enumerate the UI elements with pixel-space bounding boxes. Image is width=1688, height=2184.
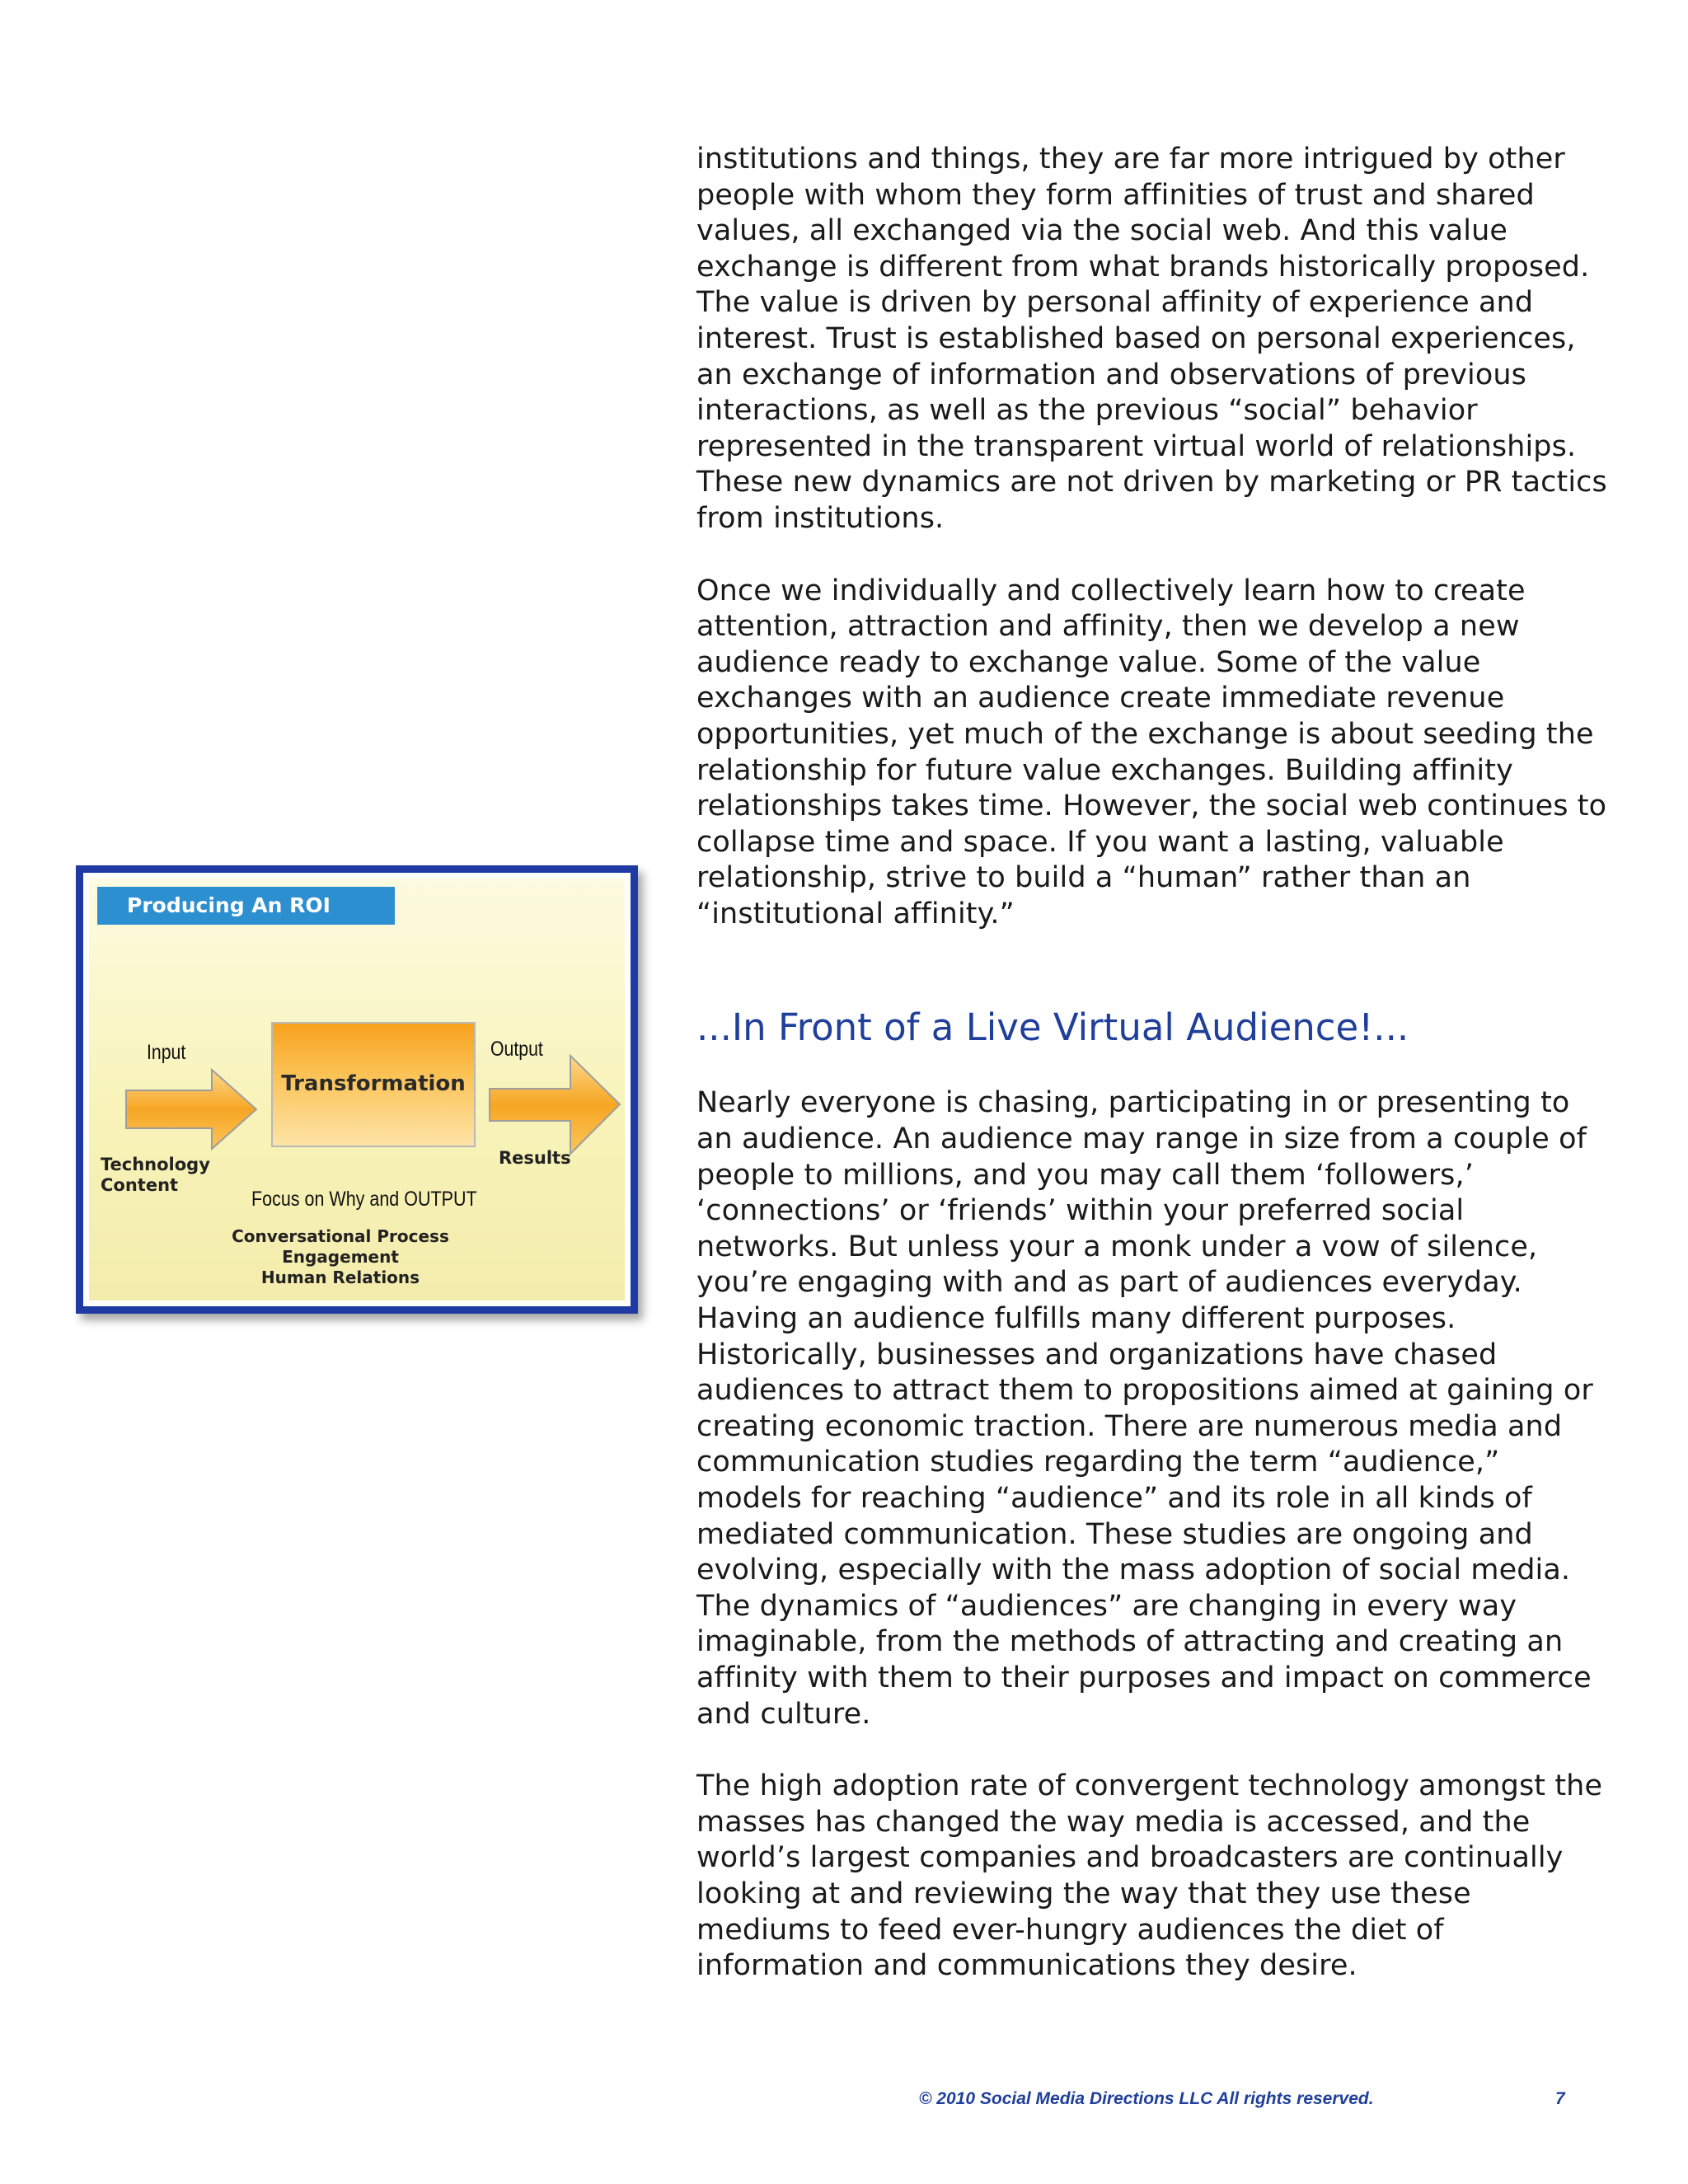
body-paragraph: institutions and things, they are far more intrigued by other people with whom they form affinities of trust and shared values, all exchanged via the social web. And this value exchange is different from what brands historically proposed. The value is driven by personal affinity of experience and interest. Trust is established based on personal experiences, an exchange of information and observations of previous interactions, as well as the previous “social” behavior represented in the transparent virtual world of relationships. These new dynamics are not driven by marketing or PR tactics from institutions. xyxy=(696,143,1607,535)
output-arrow-icon xyxy=(488,1052,622,1159)
section-heading: ...In Front of a Live Virtual Audience!... xyxy=(696,1005,1409,1050)
transformation-label: Transformation xyxy=(281,1071,466,1096)
body-paragraph: Once we individually and collectively learn how to create attention, attraction and affinity, then we develop a new audience ready to exchange value. Some of the value exchanges with an audience create immediate revenue opportunities, yet much of the exchange is about seeding the relationship for future value exchanges. Building affinity relationships takes time. However, the social web continues to collapse time and space. If you want a lasting, valuable relationship, strive to build a “human” rather than an “institutional affinity.” xyxy=(696,574,1607,930)
figure-canvas xyxy=(89,879,625,1301)
body-paragraph: The high adoption rate of convergent technology amongst the masses has changed the way media is accessed, and the world’s largest companies and broadcasters are continually looking at and reviewing the way that they use these mediums to feed ever-hungry audiences the diet of information and communications they desire. xyxy=(696,1769,1603,1983)
results-caption: Results xyxy=(499,1148,571,1168)
footer-copyright: © 2010 Social Media Directions LLC All rights reserved. xyxy=(919,2089,1374,2108)
roi-figure xyxy=(76,865,638,1314)
left-caption xyxy=(101,1155,210,1196)
page-number: 7 xyxy=(1555,2089,1565,2108)
input-arrow-icon xyxy=(124,1068,259,1151)
caption-content: Content xyxy=(101,1175,179,1195)
process-list xyxy=(204,1226,476,1288)
process-line: Conversational Process xyxy=(232,1226,449,1246)
body-paragraph: Nearly everyone is chasing, participating in or presenting to an audience. An audience may range in size from a couple of people to millions, and you may call them ‘followers,’ ‘connections’ or ‘friends’ within your preferred social networks. But unless your a monk under a vow of silence, you’re engaging with and as part of audiences everyday. Having an audience fulfills many different purposes. Historically, businesses and organizations have chased audiences to attract them to propositions aimed at gaining or creating economic traction. There are numerous media and communication studies regarding the term “audience,” models for reaching “audience” and its role in all kinds of mediated communication. These studies are ongoing and evolving, especially with the mass adoption of social media. The dynamics of “audiences” are changing in every way imaginable, from the methods of attracting and creating an affinity with them to their purposes and impact on commerce and culture. xyxy=(696,1086,1593,1731)
focus-text: Focus on Why and OUTPUT xyxy=(251,1188,477,1211)
output-label: Output xyxy=(490,1038,543,1061)
process-line: Human Relations xyxy=(260,1268,420,1287)
main-text-column xyxy=(696,142,1611,1985)
caption-technology: Technology xyxy=(101,1155,210,1174)
figure-title: Producing An ROI xyxy=(97,887,395,925)
transformation-box xyxy=(271,1022,476,1147)
input-label: Input xyxy=(147,1041,186,1064)
process-line: Engagement xyxy=(282,1247,399,1267)
